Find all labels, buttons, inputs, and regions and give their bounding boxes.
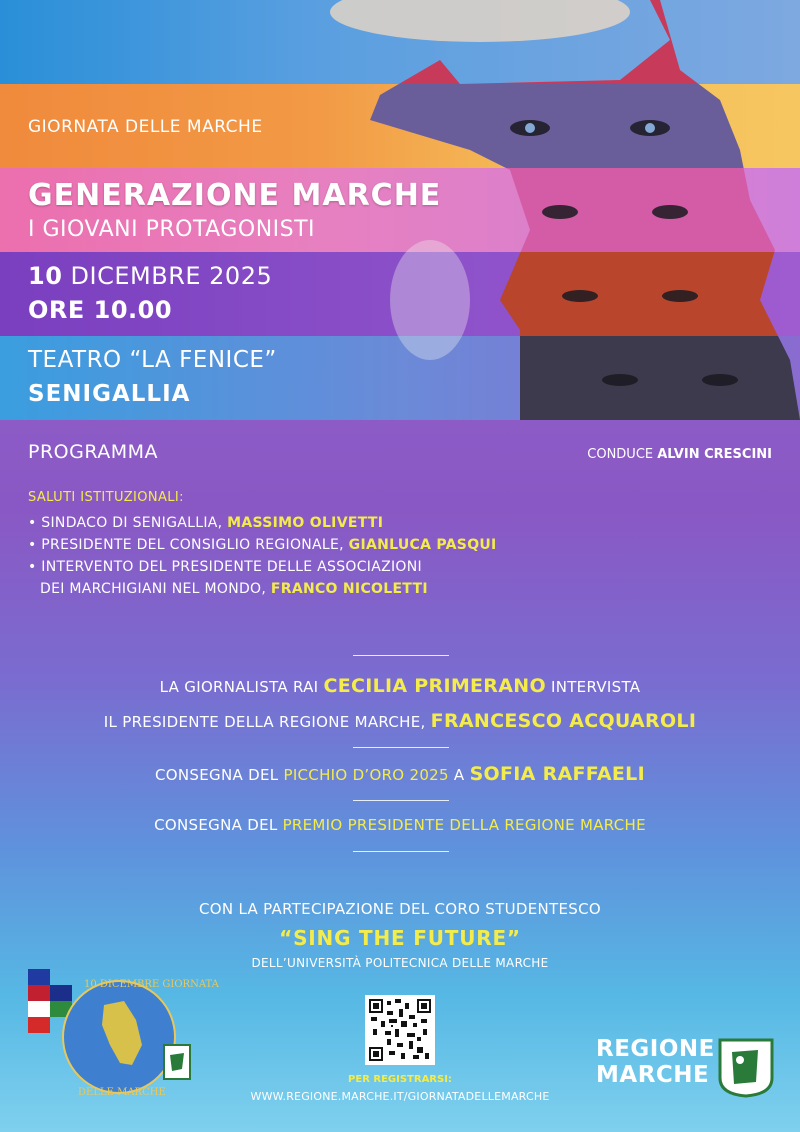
list-item-text: • PRESIDENTE DEL CONSIGLIO REGIONALE, [28, 537, 349, 553]
list-item-text: • INTERVENTO DEL PRESIDENTE DELLE ASSOCIAZIONI [28, 559, 422, 575]
divider [353, 800, 449, 801]
event-city: SENIGALLIA [28, 381, 191, 407]
list-item [28, 556, 497, 578]
regione-marche-logo-text [596, 1036, 715, 1088]
page-subtitle: I GIOVANI PROTAGONISTI [28, 217, 316, 242]
conduce-label: CONDUCE [587, 447, 658, 462]
logo-text-bottom: DELLE MARCHE [78, 1087, 166, 1098]
award-text: CONSEGNA DEL [154, 816, 283, 834]
date-day: 10 [28, 262, 63, 290]
award-recipient: SOFIA RAFFAELI [469, 763, 645, 785]
president-name: FRANCESCO ACQUAROLI [430, 710, 697, 732]
regione-line-1: REGIONE [596, 1036, 715, 1062]
event-name: GIORNATA DELLE MARCHE [28, 117, 263, 137]
award-prize: PREMIO PRESIDENTE DELLA REGIONE MARCHE [282, 816, 646, 834]
register-url-link[interactable]: WWW.REGIONE.MARCHE.IT/GIORNATADELLEMARCHE [250, 1090, 550, 1103]
choir-intro: CON LA PARTECIPAZIONE DEL CORO STUDENTESCO [199, 900, 601, 918]
divider [353, 655, 449, 656]
divider [353, 747, 449, 748]
event-time: ORE 10.00 [28, 296, 173, 324]
award-line-1 [0, 763, 800, 785]
event-venue: TEATRO “LA FENICE” [28, 347, 277, 373]
interview-line-2 [0, 710, 800, 732]
list-item [28, 512, 497, 534]
list-item-text: DEI MARCHIGIANI NEL MONDO, [40, 581, 271, 597]
divider [353, 851, 449, 852]
list-item-name: GIANLUCA PASQUI [348, 537, 497, 553]
award-prize: PICCHIO D’ORO 2025 [283, 766, 449, 784]
registration-qr-code[interactable] [365, 995, 435, 1065]
award-text: A [448, 766, 470, 784]
list-item-text: • SINDACO DI SENIGALLIA, [28, 515, 228, 531]
register-label: PER REGISTRARSI: [348, 1074, 452, 1085]
page-title: GENERAZIONE MARCHE [28, 178, 442, 213]
choir-name: “SING THE FUTURE” [279, 926, 521, 950]
list-item [28, 578, 497, 600]
event-date [28, 262, 272, 290]
choir-university: DELL’UNIVERSITÀ POLITECNICA DELLE MARCHE [251, 956, 549, 970]
conduce-line [587, 447, 772, 462]
award-line-2 [0, 816, 800, 834]
journalist-name: CECILIA PRIMERANO [323, 675, 546, 697]
regione-marche-shield-icon [718, 1038, 774, 1098]
date-month-year: DICEMBRE 2025 [62, 262, 273, 290]
award-text: CONSEGNA DEL [155, 766, 284, 784]
list-item [28, 534, 497, 556]
regione-line-2: MARCHE [596, 1062, 710, 1088]
conduce-name: ALVIN CRESCINI [657, 447, 772, 462]
list-item-name: FRANCO NICOLETTI [270, 581, 428, 597]
interview-line-1 [0, 675, 800, 697]
interview-text: IL PRESIDENTE DELLA REGIONE MARCHE, [103, 713, 431, 731]
interview-text: INTERVISTA [545, 678, 641, 696]
interview-text: LA GIORNALISTA RAI [159, 678, 324, 696]
saluti-list [28, 512, 497, 600]
list-item-name: MASSIMO OLIVETTI [227, 515, 384, 531]
logo-text-top: 10 DICEMBRE GIORNATA [84, 979, 219, 990]
qr-code-icon [369, 999, 431, 1061]
programma-heading: PROGRAMMA [28, 441, 159, 463]
saluti-heading: SALUTI ISTITUZIONALI: [28, 490, 184, 505]
